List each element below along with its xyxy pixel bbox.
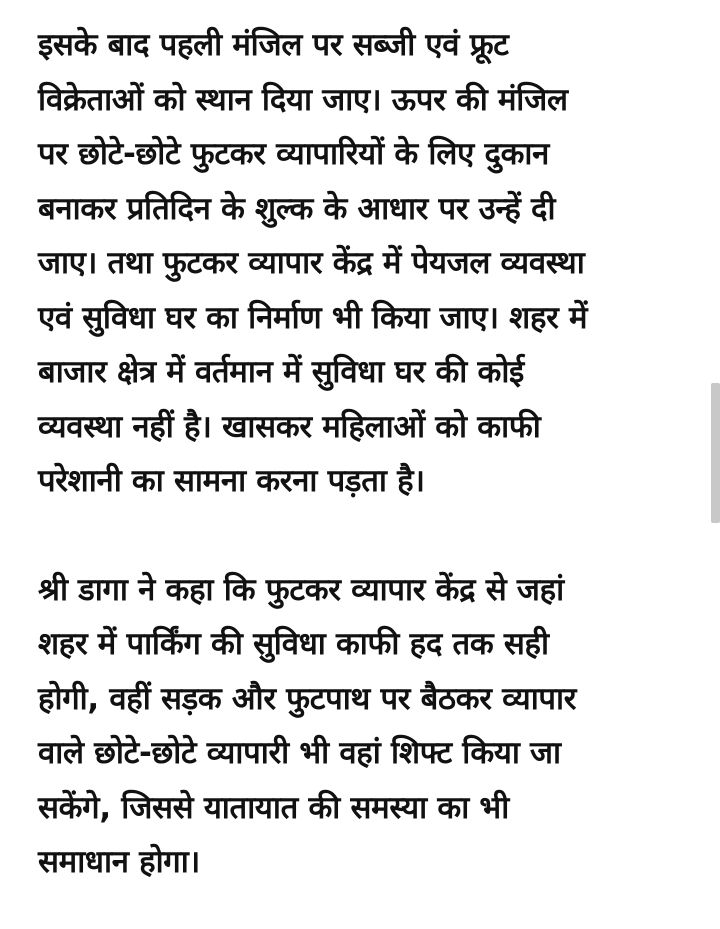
paragraph-2	[38, 563, 698, 890]
text-line: वाले छोटे-छोटे व्यापारी भी वहां शिफ्ट किया जा	[38, 735, 561, 771]
text-line: एवं सुविधा घर का निर्माण भी किया जाए। शहर में	[38, 299, 588, 336]
text-line: इसके बाद पहली मंजिल पर सब्जी एवं फ्रूट	[38, 27, 509, 63]
article-body	[38, 18, 698, 890]
scrollbar-thumb[interactable]	[711, 383, 720, 523]
text-line: समाधान होगा।	[38, 844, 200, 880]
text-line: बनाकर प्रतिदिन के शुल्क के आधार पर उन्हें दी	[38, 190, 556, 227]
text-line: सकेंगे, जिससे यातायात की समस्या का भी	[38, 789, 509, 826]
text-line: होगी, वहीं सड़क और फुटपाथ पर बैठकर व्यापार	[38, 680, 577, 717]
text-line: पर छोटे-छोटे फुटकर व्यापारियों के लिए दुकान	[38, 136, 550, 172]
text-line: विक्रेताओं को स्थान दिया जाए। ऊपर की मंजिल	[38, 81, 568, 118]
text-line: श्री डागा ने कहा कि फुटकर व्यापार केंद्र से जहां	[38, 571, 564, 608]
text-line: जाए। तथा फुटकर व्यापार केंद्र में पेयजल व्यवस्था	[38, 245, 585, 281]
paragraph-1	[38, 18, 698, 509]
text-line: बाजार क्षेत्र में वर्तमान में सुविधा घर की कोई	[38, 354, 524, 390]
text-line: व्यवस्था नहीं है। खासकर महिलाओं को काफी	[38, 408, 541, 445]
text-line: शहर में पार्किंग की सुविधा काफी हद तक सही	[38, 626, 549, 662]
text-line: परेशानी का सामना करना पड़ता है।	[38, 463, 425, 499]
